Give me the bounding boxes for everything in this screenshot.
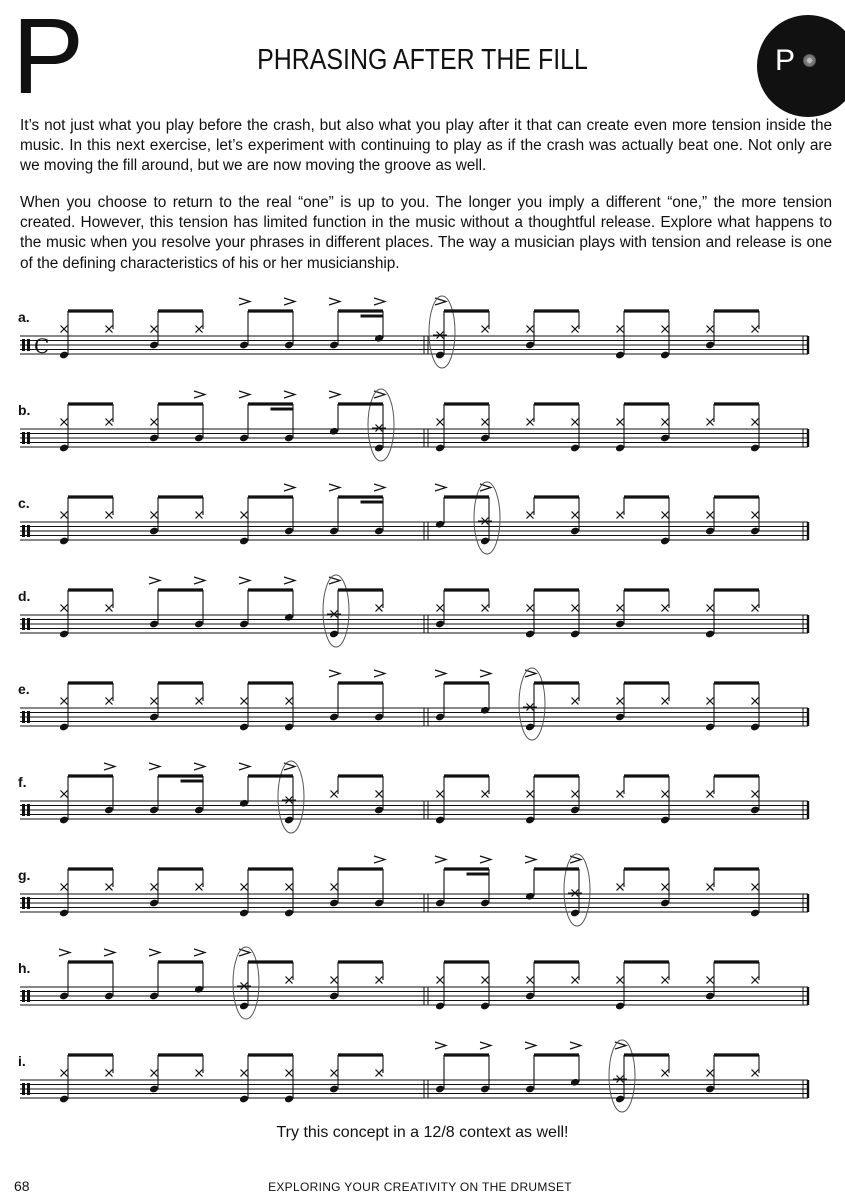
exercise-row bbox=[18, 761, 808, 833]
badge-letter: P bbox=[775, 44, 796, 77]
drum-note bbox=[525, 1042, 536, 1093]
drum-note bbox=[482, 311, 490, 333]
drum-note bbox=[368, 389, 394, 461]
drum-note bbox=[705, 311, 715, 349]
drum-note bbox=[480, 962, 490, 1010]
drum-note bbox=[196, 311, 204, 333]
drum-note bbox=[609, 1040, 635, 1112]
exercise-label: h. bbox=[18, 960, 31, 976]
drum-note bbox=[707, 404, 715, 426]
drum-note bbox=[239, 869, 249, 917]
drum-note bbox=[662, 962, 670, 984]
drum-note bbox=[284, 391, 295, 442]
drum-note bbox=[374, 484, 385, 535]
drum-note bbox=[149, 949, 160, 1000]
exercise-row bbox=[18, 668, 808, 740]
drum-note bbox=[572, 962, 580, 984]
drum-note bbox=[482, 776, 490, 798]
drum-note bbox=[617, 869, 625, 891]
drum-note bbox=[705, 962, 715, 1000]
explanation-paragraph: When you choose to return to the real “one” is up to you. The longer you imply a different “one,” the more tension created. However, this tension has limited function in the music without a thoughtful release. Explore what happens to the music when you resolve your phrases in different places. The way a musician plays with tension and release is one of the defining characteristics of his or her musicianship. bbox=[20, 194, 832, 272]
drum-note bbox=[374, 776, 384, 814]
drum-note bbox=[617, 776, 625, 798]
drum-note bbox=[196, 683, 204, 705]
exercise-label: b. bbox=[18, 402, 31, 418]
drum-note bbox=[572, 683, 580, 705]
drum-note bbox=[374, 670, 385, 721]
page-title: PHRASING AFTER THE FILL bbox=[257, 44, 588, 76]
drum-note bbox=[752, 590, 760, 612]
drum-note bbox=[59, 683, 69, 731]
exercise-row bbox=[18, 947, 808, 1019]
drum-note bbox=[435, 1042, 446, 1093]
page-number: 68 bbox=[14, 1178, 30, 1194]
exercise-label: e. bbox=[18, 681, 30, 697]
footer-note: Try this concept in a 12/8 context as well! bbox=[276, 1124, 569, 1141]
drum-note bbox=[149, 683, 159, 721]
drum-note bbox=[750, 404, 760, 452]
drum-note bbox=[233, 947, 259, 1019]
drum-note bbox=[149, 311, 159, 349]
section-letter: P bbox=[12, 0, 83, 116]
drum-note bbox=[660, 404, 670, 442]
drum-note bbox=[106, 311, 114, 333]
exercise-row bbox=[18, 1040, 808, 1112]
drum-note bbox=[239, 497, 249, 545]
drum-note bbox=[752, 1055, 760, 1077]
drum-note bbox=[752, 311, 760, 333]
intro-paragraph: It’s not just what you play before the crash, but also what you play after it that can create even more tension inside the music. In this next exercise, let’s experiment with continuing to play as if the crash was actually beat one. Not only are we moving the fill around, but we are now moving the groove as well. bbox=[20, 117, 832, 175]
drum-note bbox=[329, 670, 340, 721]
drum-note bbox=[284, 298, 295, 349]
drum-note bbox=[278, 761, 304, 833]
drum-note bbox=[564, 854, 590, 926]
drum-note bbox=[284, 683, 294, 731]
drum-note bbox=[149, 1055, 159, 1093]
drum-note bbox=[59, 1055, 69, 1103]
drum-note bbox=[525, 590, 535, 638]
exercise-label: c. bbox=[18, 495, 30, 511]
drum-note bbox=[435, 590, 445, 628]
drum-note bbox=[196, 1055, 204, 1077]
drum-note bbox=[750, 776, 760, 814]
drum-note bbox=[286, 962, 294, 984]
exercise-label: a. bbox=[18, 309, 30, 325]
drum-note bbox=[323, 575, 349, 647]
drum-note bbox=[194, 763, 205, 814]
drum-note bbox=[284, 869, 294, 917]
time-signature: C bbox=[34, 334, 50, 358]
drum-note bbox=[284, 1055, 294, 1103]
drum-note bbox=[106, 1055, 114, 1077]
drum-note bbox=[662, 683, 670, 705]
drum-note bbox=[662, 590, 670, 612]
drum-note bbox=[106, 590, 114, 612]
drum-note bbox=[707, 869, 715, 891]
drum-note bbox=[331, 776, 339, 798]
drum-note bbox=[374, 856, 385, 907]
drum-note bbox=[572, 311, 580, 333]
drum-note bbox=[705, 1055, 715, 1093]
drum-note bbox=[239, 391, 250, 442]
exercise-label: d. bbox=[18, 588, 31, 604]
drum-note bbox=[615, 311, 625, 359]
drum-note bbox=[525, 962, 535, 1000]
drum-note bbox=[329, 1055, 339, 1093]
drum-note bbox=[59, 404, 69, 452]
drum-note bbox=[149, 497, 159, 535]
drum-note bbox=[519, 668, 545, 740]
drum-note bbox=[106, 869, 114, 891]
drum-note bbox=[149, 869, 159, 907]
drum-note bbox=[570, 590, 580, 638]
drum-note bbox=[615, 404, 625, 452]
drum-note bbox=[525, 311, 535, 349]
drum-note bbox=[435, 776, 445, 824]
drum-note bbox=[615, 590, 625, 628]
drum-note bbox=[59, 590, 69, 638]
drum-note bbox=[705, 590, 715, 638]
drum-note bbox=[194, 577, 205, 628]
drum-note bbox=[570, 497, 580, 535]
drum-note bbox=[480, 856, 491, 907]
exercise-label: g. bbox=[18, 867, 31, 883]
drum-note bbox=[106, 683, 114, 705]
drum-note bbox=[617, 497, 625, 519]
drum-note bbox=[615, 683, 625, 721]
drum-note bbox=[329, 869, 339, 907]
exercise-row bbox=[18, 854, 808, 926]
drum-note bbox=[329, 962, 339, 1000]
drum-note bbox=[194, 391, 205, 442]
drum-note bbox=[149, 404, 159, 442]
drum-note bbox=[239, 683, 249, 731]
drum-note bbox=[435, 856, 446, 907]
drum-note bbox=[376, 590, 384, 612]
drum-note bbox=[149, 577, 160, 628]
drum-note bbox=[660, 497, 670, 545]
drum-note bbox=[705, 497, 715, 535]
drum-note bbox=[660, 776, 670, 824]
drum-note bbox=[429, 296, 455, 368]
drum-note bbox=[149, 763, 160, 814]
exercise-row bbox=[18, 575, 808, 647]
drum-note bbox=[104, 949, 115, 1000]
drum-note bbox=[662, 1055, 670, 1077]
drum-note bbox=[527, 404, 535, 426]
drum-note bbox=[239, 1055, 249, 1103]
drum-note bbox=[239, 298, 250, 349]
drum-note bbox=[480, 404, 490, 442]
drum-note bbox=[59, 949, 70, 1000]
drum-note bbox=[750, 869, 760, 917]
book-title: EXPLORING YOUR CREATIVITY ON THE DRUMSET bbox=[268, 1180, 572, 1194]
drum-note bbox=[750, 497, 760, 535]
drum-note bbox=[106, 404, 114, 426]
drum-note bbox=[615, 962, 625, 1010]
drum-note bbox=[527, 497, 535, 519]
exercise-label: f. bbox=[18, 774, 27, 790]
drum-note bbox=[59, 311, 69, 359]
drum-note bbox=[660, 311, 670, 359]
drum-note bbox=[59, 869, 69, 917]
drum-note bbox=[525, 776, 535, 824]
drum-note bbox=[480, 1042, 491, 1093]
drum-note bbox=[376, 962, 384, 984]
drum-note bbox=[284, 484, 295, 535]
drum-note bbox=[435, 670, 446, 721]
drum-note bbox=[239, 577, 250, 628]
drum-note bbox=[752, 962, 760, 984]
drum-note bbox=[59, 497, 69, 545]
drum-note bbox=[435, 404, 445, 452]
drum-note bbox=[705, 683, 715, 731]
drum-note bbox=[570, 404, 580, 452]
drum-note bbox=[329, 298, 340, 349]
drum-note bbox=[104, 763, 115, 814]
drum-note bbox=[707, 776, 715, 798]
drum-note bbox=[196, 869, 204, 891]
drum-note bbox=[376, 1055, 384, 1077]
drum-note bbox=[474, 482, 500, 554]
exercise-row bbox=[18, 296, 808, 368]
drum-note bbox=[570, 776, 580, 814]
exercise-label: i. bbox=[18, 1053, 26, 1069]
drum-note bbox=[435, 962, 445, 1010]
drum-note bbox=[660, 869, 670, 907]
drum-note bbox=[750, 683, 760, 731]
drum-note bbox=[59, 776, 69, 824]
drum-note bbox=[196, 497, 204, 519]
drum-note bbox=[482, 590, 490, 612]
exercise-row bbox=[18, 482, 808, 554]
exercise-row bbox=[18, 389, 808, 461]
drum-note bbox=[329, 484, 340, 535]
drum-note bbox=[106, 497, 114, 519]
